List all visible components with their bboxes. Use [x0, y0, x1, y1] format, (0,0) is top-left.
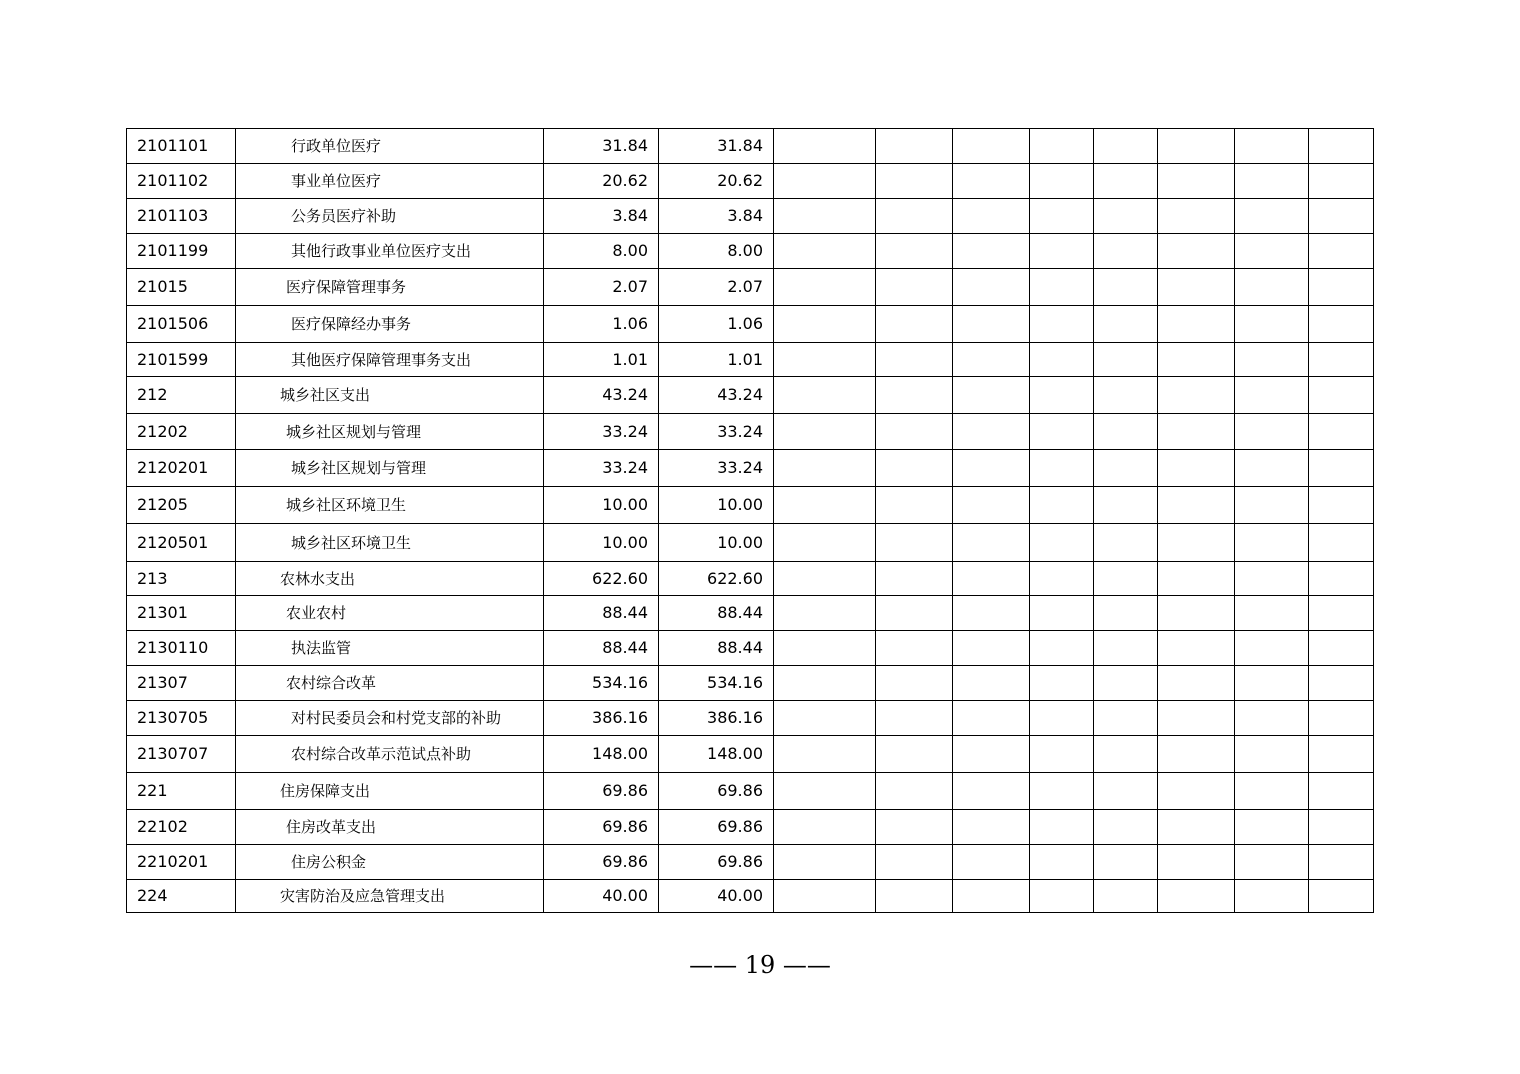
- cell-name: 其他行政事业单位医疗支出: [236, 234, 544, 269]
- cell-empty: [774, 199, 876, 234]
- cell-empty: [1094, 666, 1158, 701]
- cell-empty: [1094, 164, 1158, 199]
- cell-code: 2101103: [127, 199, 236, 234]
- cell-empty: [953, 562, 1030, 596]
- cell-empty: [1309, 666, 1374, 701]
- cell-empty: [1030, 773, 1094, 810]
- cell-empty: [953, 596, 1030, 631]
- cell-empty: [1158, 701, 1235, 736]
- cell-empty: [1309, 596, 1374, 631]
- cell-amount-total: 8.00: [544, 234, 659, 269]
- cell-amount-sub: 69.86: [659, 773, 774, 810]
- cell-empty: [876, 736, 953, 773]
- cell-empty: [876, 845, 953, 880]
- cell-empty: [1158, 524, 1235, 562]
- cell-code: 21307: [127, 666, 236, 701]
- cell-empty: [1030, 377, 1094, 414]
- cell-name: 城乡社区规划与管理: [236, 450, 544, 487]
- cell-empty: [1235, 631, 1309, 666]
- cell-empty: [876, 631, 953, 666]
- cell-empty: [876, 129, 953, 164]
- cell-empty: [1094, 129, 1158, 164]
- table-row: [127, 596, 1374, 631]
- cell-empty: [1235, 199, 1309, 234]
- cell-empty: [1158, 773, 1235, 810]
- cell-empty: [1030, 164, 1094, 199]
- table-row: [127, 450, 1374, 487]
- cell-empty: [876, 199, 953, 234]
- cell-empty: [1094, 487, 1158, 524]
- cell-amount-total: 3.84: [544, 199, 659, 234]
- cell-amount-sub: 40.00: [659, 880, 774, 913]
- cell-empty: [774, 450, 876, 487]
- budget-table: [126, 128, 1374, 913]
- cell-amount-total: 88.44: [544, 596, 659, 631]
- cell-empty: [1158, 129, 1235, 164]
- cell-empty: [876, 701, 953, 736]
- cell-empty: [1158, 845, 1235, 880]
- cell-empty: [1158, 377, 1235, 414]
- cell-empty: [1094, 845, 1158, 880]
- cell-empty: [876, 450, 953, 487]
- cell-empty: [774, 880, 876, 913]
- cell-empty: [1235, 810, 1309, 845]
- cell-empty: [1309, 269, 1374, 306]
- cell-empty: [1309, 845, 1374, 880]
- page-number: —— 19 ——: [689, 951, 831, 979]
- cell-amount-sub: 1.01: [659, 343, 774, 377]
- cell-empty: [1030, 199, 1094, 234]
- cell-amount-sub: 10.00: [659, 524, 774, 562]
- cell-amount-total: 69.86: [544, 845, 659, 880]
- cell-name: 执法监管: [236, 631, 544, 666]
- cell-empty: [953, 810, 1030, 845]
- cell-empty: [1158, 596, 1235, 631]
- cell-amount-sub: 33.24: [659, 414, 774, 450]
- cell-code: 224: [127, 880, 236, 913]
- cell-code: 2101506: [127, 306, 236, 343]
- table-row: [127, 269, 1374, 306]
- cell-name: 住房改革支出: [236, 810, 544, 845]
- cell-empty: [774, 631, 876, 666]
- cell-empty: [1094, 773, 1158, 810]
- cell-empty: [1235, 234, 1309, 269]
- cell-name: 城乡社区环境卫生: [236, 487, 544, 524]
- cell-empty: [1094, 343, 1158, 377]
- cell-empty: [953, 343, 1030, 377]
- cell-empty: [1158, 810, 1235, 845]
- cell-empty: [774, 377, 876, 414]
- cell-empty: [1094, 524, 1158, 562]
- cell-empty: [876, 343, 953, 377]
- cell-empty: [774, 306, 876, 343]
- cell-empty: [1235, 562, 1309, 596]
- cell-name: 其他医疗保障管理事务支出: [236, 343, 544, 377]
- cell-amount-sub: 3.84: [659, 199, 774, 234]
- cell-code: 2101102: [127, 164, 236, 199]
- cell-amount-sub: 8.00: [659, 234, 774, 269]
- cell-empty: [1309, 524, 1374, 562]
- cell-empty: [1158, 199, 1235, 234]
- table-row: [127, 666, 1374, 701]
- cell-name: 行政单位医疗: [236, 129, 544, 164]
- cell-empty: [953, 666, 1030, 701]
- cell-empty: [1094, 810, 1158, 845]
- cell-empty: [1235, 306, 1309, 343]
- cell-code: 2130110: [127, 631, 236, 666]
- cell-name: 农村综合改革: [236, 666, 544, 701]
- cell-empty: [774, 810, 876, 845]
- cell-empty: [1030, 736, 1094, 773]
- cell-empty: [1158, 631, 1235, 666]
- table-row: [127, 129, 1374, 164]
- cell-empty: [876, 487, 953, 524]
- table-row: [127, 880, 1374, 913]
- cell-code: 21202: [127, 414, 236, 450]
- cell-empty: [1309, 450, 1374, 487]
- cell-amount-sub: 1.06: [659, 306, 774, 343]
- cell-empty: [953, 269, 1030, 306]
- cell-empty: [876, 306, 953, 343]
- cell-empty: [1309, 773, 1374, 810]
- cell-amount-sub: 386.16: [659, 701, 774, 736]
- cell-empty: [1235, 845, 1309, 880]
- cell-amount-total: 31.84: [544, 129, 659, 164]
- cell-code: 2101199: [127, 234, 236, 269]
- cell-empty: [953, 199, 1030, 234]
- cell-amount-sub: 148.00: [659, 736, 774, 773]
- cell-empty: [1094, 450, 1158, 487]
- cell-empty: [1094, 596, 1158, 631]
- cell-amount-sub: 88.44: [659, 631, 774, 666]
- cell-amount-total: 534.16: [544, 666, 659, 701]
- table-row: [127, 524, 1374, 562]
- cell-empty: [1030, 343, 1094, 377]
- cell-amount-sub: 534.16: [659, 666, 774, 701]
- cell-empty: [1030, 524, 1094, 562]
- cell-empty: [1094, 306, 1158, 343]
- cell-empty: [774, 129, 876, 164]
- cell-code: 2130705: [127, 701, 236, 736]
- table-row: [127, 487, 1374, 524]
- table-row: [127, 631, 1374, 666]
- cell-empty: [1030, 880, 1094, 913]
- cell-empty: [876, 596, 953, 631]
- cell-empty: [1094, 199, 1158, 234]
- cell-empty: [1158, 343, 1235, 377]
- cell-empty: [1094, 880, 1158, 913]
- cell-amount-total: 2.07: [544, 269, 659, 306]
- cell-amount-total: 43.24: [544, 377, 659, 414]
- table-row: [127, 736, 1374, 773]
- cell-empty: [876, 269, 953, 306]
- cell-name: 医疗保障管理事务: [236, 269, 544, 306]
- cell-empty: [1235, 736, 1309, 773]
- cell-amount-sub: 622.60: [659, 562, 774, 596]
- cell-name: 灾害防治及应急管理支出: [236, 880, 544, 913]
- cell-empty: [1235, 773, 1309, 810]
- cell-empty: [774, 343, 876, 377]
- cell-amount-total: 10.00: [544, 487, 659, 524]
- cell-code: 2120501: [127, 524, 236, 562]
- cell-empty: [953, 164, 1030, 199]
- cell-empty: [953, 845, 1030, 880]
- cell-empty: [774, 269, 876, 306]
- cell-empty: [1235, 414, 1309, 450]
- cell-empty: [953, 487, 1030, 524]
- cell-code: 221: [127, 773, 236, 810]
- cell-empty: [1158, 880, 1235, 913]
- cell-amount-sub: 43.24: [659, 377, 774, 414]
- cell-empty: [1235, 701, 1309, 736]
- cell-empty: [1309, 377, 1374, 414]
- table-row: [127, 343, 1374, 377]
- cell-empty: [876, 414, 953, 450]
- cell-empty: [1309, 631, 1374, 666]
- cell-empty: [1158, 306, 1235, 343]
- cell-empty: [876, 164, 953, 199]
- cell-empty: [774, 773, 876, 810]
- cell-code: 22102: [127, 810, 236, 845]
- cell-name: 城乡社区规划与管理: [236, 414, 544, 450]
- cell-name: 城乡社区环境卫生: [236, 524, 544, 562]
- cell-empty: [1309, 414, 1374, 450]
- cell-empty: [1158, 234, 1235, 269]
- cell-empty: [774, 487, 876, 524]
- table-row: [127, 199, 1374, 234]
- cell-empty: [1309, 701, 1374, 736]
- cell-empty: [953, 414, 1030, 450]
- cell-empty: [1094, 562, 1158, 596]
- table-row: [127, 773, 1374, 810]
- cell-amount-sub: 2.07: [659, 269, 774, 306]
- cell-empty: [953, 524, 1030, 562]
- table-row: [127, 234, 1374, 269]
- cell-empty: [1235, 450, 1309, 487]
- cell-empty: [876, 524, 953, 562]
- cell-empty: [1158, 269, 1235, 306]
- cell-empty: [1235, 269, 1309, 306]
- cell-empty: [1094, 631, 1158, 666]
- table-row: [127, 414, 1374, 450]
- table-row: [127, 377, 1374, 414]
- cell-code: 2210201: [127, 845, 236, 880]
- cell-code: 21301: [127, 596, 236, 631]
- cell-empty: [774, 562, 876, 596]
- cell-empty: [1309, 306, 1374, 343]
- cell-amount-total: 88.44: [544, 631, 659, 666]
- cell-amount-total: 386.16: [544, 701, 659, 736]
- cell-empty: [1030, 810, 1094, 845]
- cell-code: 212: [127, 377, 236, 414]
- cell-empty: [774, 666, 876, 701]
- cell-empty: [1094, 377, 1158, 414]
- cell-empty: [953, 129, 1030, 164]
- cell-empty: [876, 810, 953, 845]
- cell-empty: [1235, 880, 1309, 913]
- cell-amount-total: 1.01: [544, 343, 659, 377]
- cell-name: 农林水支出: [236, 562, 544, 596]
- cell-empty: [876, 377, 953, 414]
- cell-empty: [774, 845, 876, 880]
- cell-code: 213: [127, 562, 236, 596]
- cell-amount-total: 33.24: [544, 450, 659, 487]
- cell-empty: [1030, 487, 1094, 524]
- cell-empty: [953, 880, 1030, 913]
- cell-empty: [1235, 666, 1309, 701]
- cell-empty: [1309, 129, 1374, 164]
- cell-empty: [1030, 562, 1094, 596]
- table-row: [127, 562, 1374, 596]
- cell-amount-total: 40.00: [544, 880, 659, 913]
- cell-name: 住房公积金: [236, 845, 544, 880]
- cell-amount-sub: 31.84: [659, 129, 774, 164]
- cell-empty: [1235, 164, 1309, 199]
- cell-empty: [1030, 701, 1094, 736]
- cell-empty: [1094, 701, 1158, 736]
- cell-empty: [1309, 234, 1374, 269]
- table-row: [127, 306, 1374, 343]
- table-row: [127, 810, 1374, 845]
- cell-empty: [1158, 450, 1235, 487]
- cell-empty: [1309, 880, 1374, 913]
- cell-empty: [1158, 666, 1235, 701]
- cell-empty: [1309, 199, 1374, 234]
- cell-empty: [1309, 487, 1374, 524]
- cell-code: 2101101: [127, 129, 236, 164]
- cell-amount-sub: 88.44: [659, 596, 774, 631]
- cell-empty: [1235, 129, 1309, 164]
- cell-amount-total: 622.60: [544, 562, 659, 596]
- cell-empty: [774, 414, 876, 450]
- cell-amount-total: 20.62: [544, 164, 659, 199]
- cell-empty: [1309, 562, 1374, 596]
- cell-empty: [1030, 129, 1094, 164]
- cell-empty: [1030, 596, 1094, 631]
- cell-empty: [953, 631, 1030, 666]
- cell-empty: [876, 234, 953, 269]
- cell-empty: [1030, 269, 1094, 306]
- cell-empty: [774, 596, 876, 631]
- cell-amount-total: 10.00: [544, 524, 659, 562]
- table-body: [127, 129, 1374, 913]
- cell-empty: [1094, 414, 1158, 450]
- cell-amount-total: 33.24: [544, 414, 659, 450]
- cell-empty: [774, 234, 876, 269]
- cell-empty: [1158, 414, 1235, 450]
- cell-empty: [876, 666, 953, 701]
- cell-code: 2120201: [127, 450, 236, 487]
- cell-empty: [1235, 487, 1309, 524]
- cell-empty: [953, 306, 1030, 343]
- cell-empty: [1094, 736, 1158, 773]
- cell-amount-total: 69.86: [544, 810, 659, 845]
- cell-empty: [1158, 562, 1235, 596]
- cell-empty: [1158, 164, 1235, 199]
- cell-amount-total: 1.06: [544, 306, 659, 343]
- cell-empty: [1309, 736, 1374, 773]
- cell-empty: [1235, 524, 1309, 562]
- cell-name: 公务员医疗补助: [236, 199, 544, 234]
- cell-code: 21015: [127, 269, 236, 306]
- cell-empty: [1235, 377, 1309, 414]
- cell-empty: [1094, 269, 1158, 306]
- cell-empty: [1030, 414, 1094, 450]
- cell-code: 2130707: [127, 736, 236, 773]
- cell-name: 对村民委员会和村党支部的补助: [236, 701, 544, 736]
- cell-amount-total: 148.00: [544, 736, 659, 773]
- cell-empty: [953, 450, 1030, 487]
- cell-empty: [953, 234, 1030, 269]
- cell-empty: [1030, 845, 1094, 880]
- cell-name: 事业单位医疗: [236, 164, 544, 199]
- cell-empty: [1030, 631, 1094, 666]
- cell-empty: [774, 524, 876, 562]
- cell-amount-total: 69.86: [544, 773, 659, 810]
- cell-empty: [1030, 234, 1094, 269]
- cell-empty: [1309, 343, 1374, 377]
- cell-empty: [953, 377, 1030, 414]
- cell-amount-sub: 69.86: [659, 810, 774, 845]
- cell-empty: [876, 562, 953, 596]
- cell-empty: [1309, 810, 1374, 845]
- cell-empty: [774, 701, 876, 736]
- cell-empty: [774, 736, 876, 773]
- cell-name: 农业农村: [236, 596, 544, 631]
- cell-empty: [1158, 736, 1235, 773]
- cell-amount-sub: 20.62: [659, 164, 774, 199]
- cell-empty: [1030, 306, 1094, 343]
- cell-code: 21205: [127, 487, 236, 524]
- cell-name: 农村综合改革示范试点补助: [236, 736, 544, 773]
- cell-amount-sub: 33.24: [659, 450, 774, 487]
- cell-amount-sub: 69.86: [659, 845, 774, 880]
- cell-empty: [876, 773, 953, 810]
- cell-empty: [1030, 666, 1094, 701]
- cell-amount-sub: 10.00: [659, 487, 774, 524]
- table-row: [127, 845, 1374, 880]
- cell-empty: [1030, 450, 1094, 487]
- cell-empty: [1235, 596, 1309, 631]
- cell-empty: [953, 701, 1030, 736]
- cell-empty: [953, 736, 1030, 773]
- cell-empty: [1309, 164, 1374, 199]
- cell-empty: [1158, 487, 1235, 524]
- table-row: [127, 164, 1374, 199]
- table-row: [127, 701, 1374, 736]
- cell-code: 2101599: [127, 343, 236, 377]
- cell-empty: [1094, 234, 1158, 269]
- cell-empty: [774, 164, 876, 199]
- cell-empty: [953, 773, 1030, 810]
- cell-name: 住房保障支出: [236, 773, 544, 810]
- cell-empty: [876, 880, 953, 913]
- cell-name: 医疗保障经办事务: [236, 306, 544, 343]
- cell-empty: [1235, 343, 1309, 377]
- cell-name: 城乡社区支出: [236, 377, 544, 414]
